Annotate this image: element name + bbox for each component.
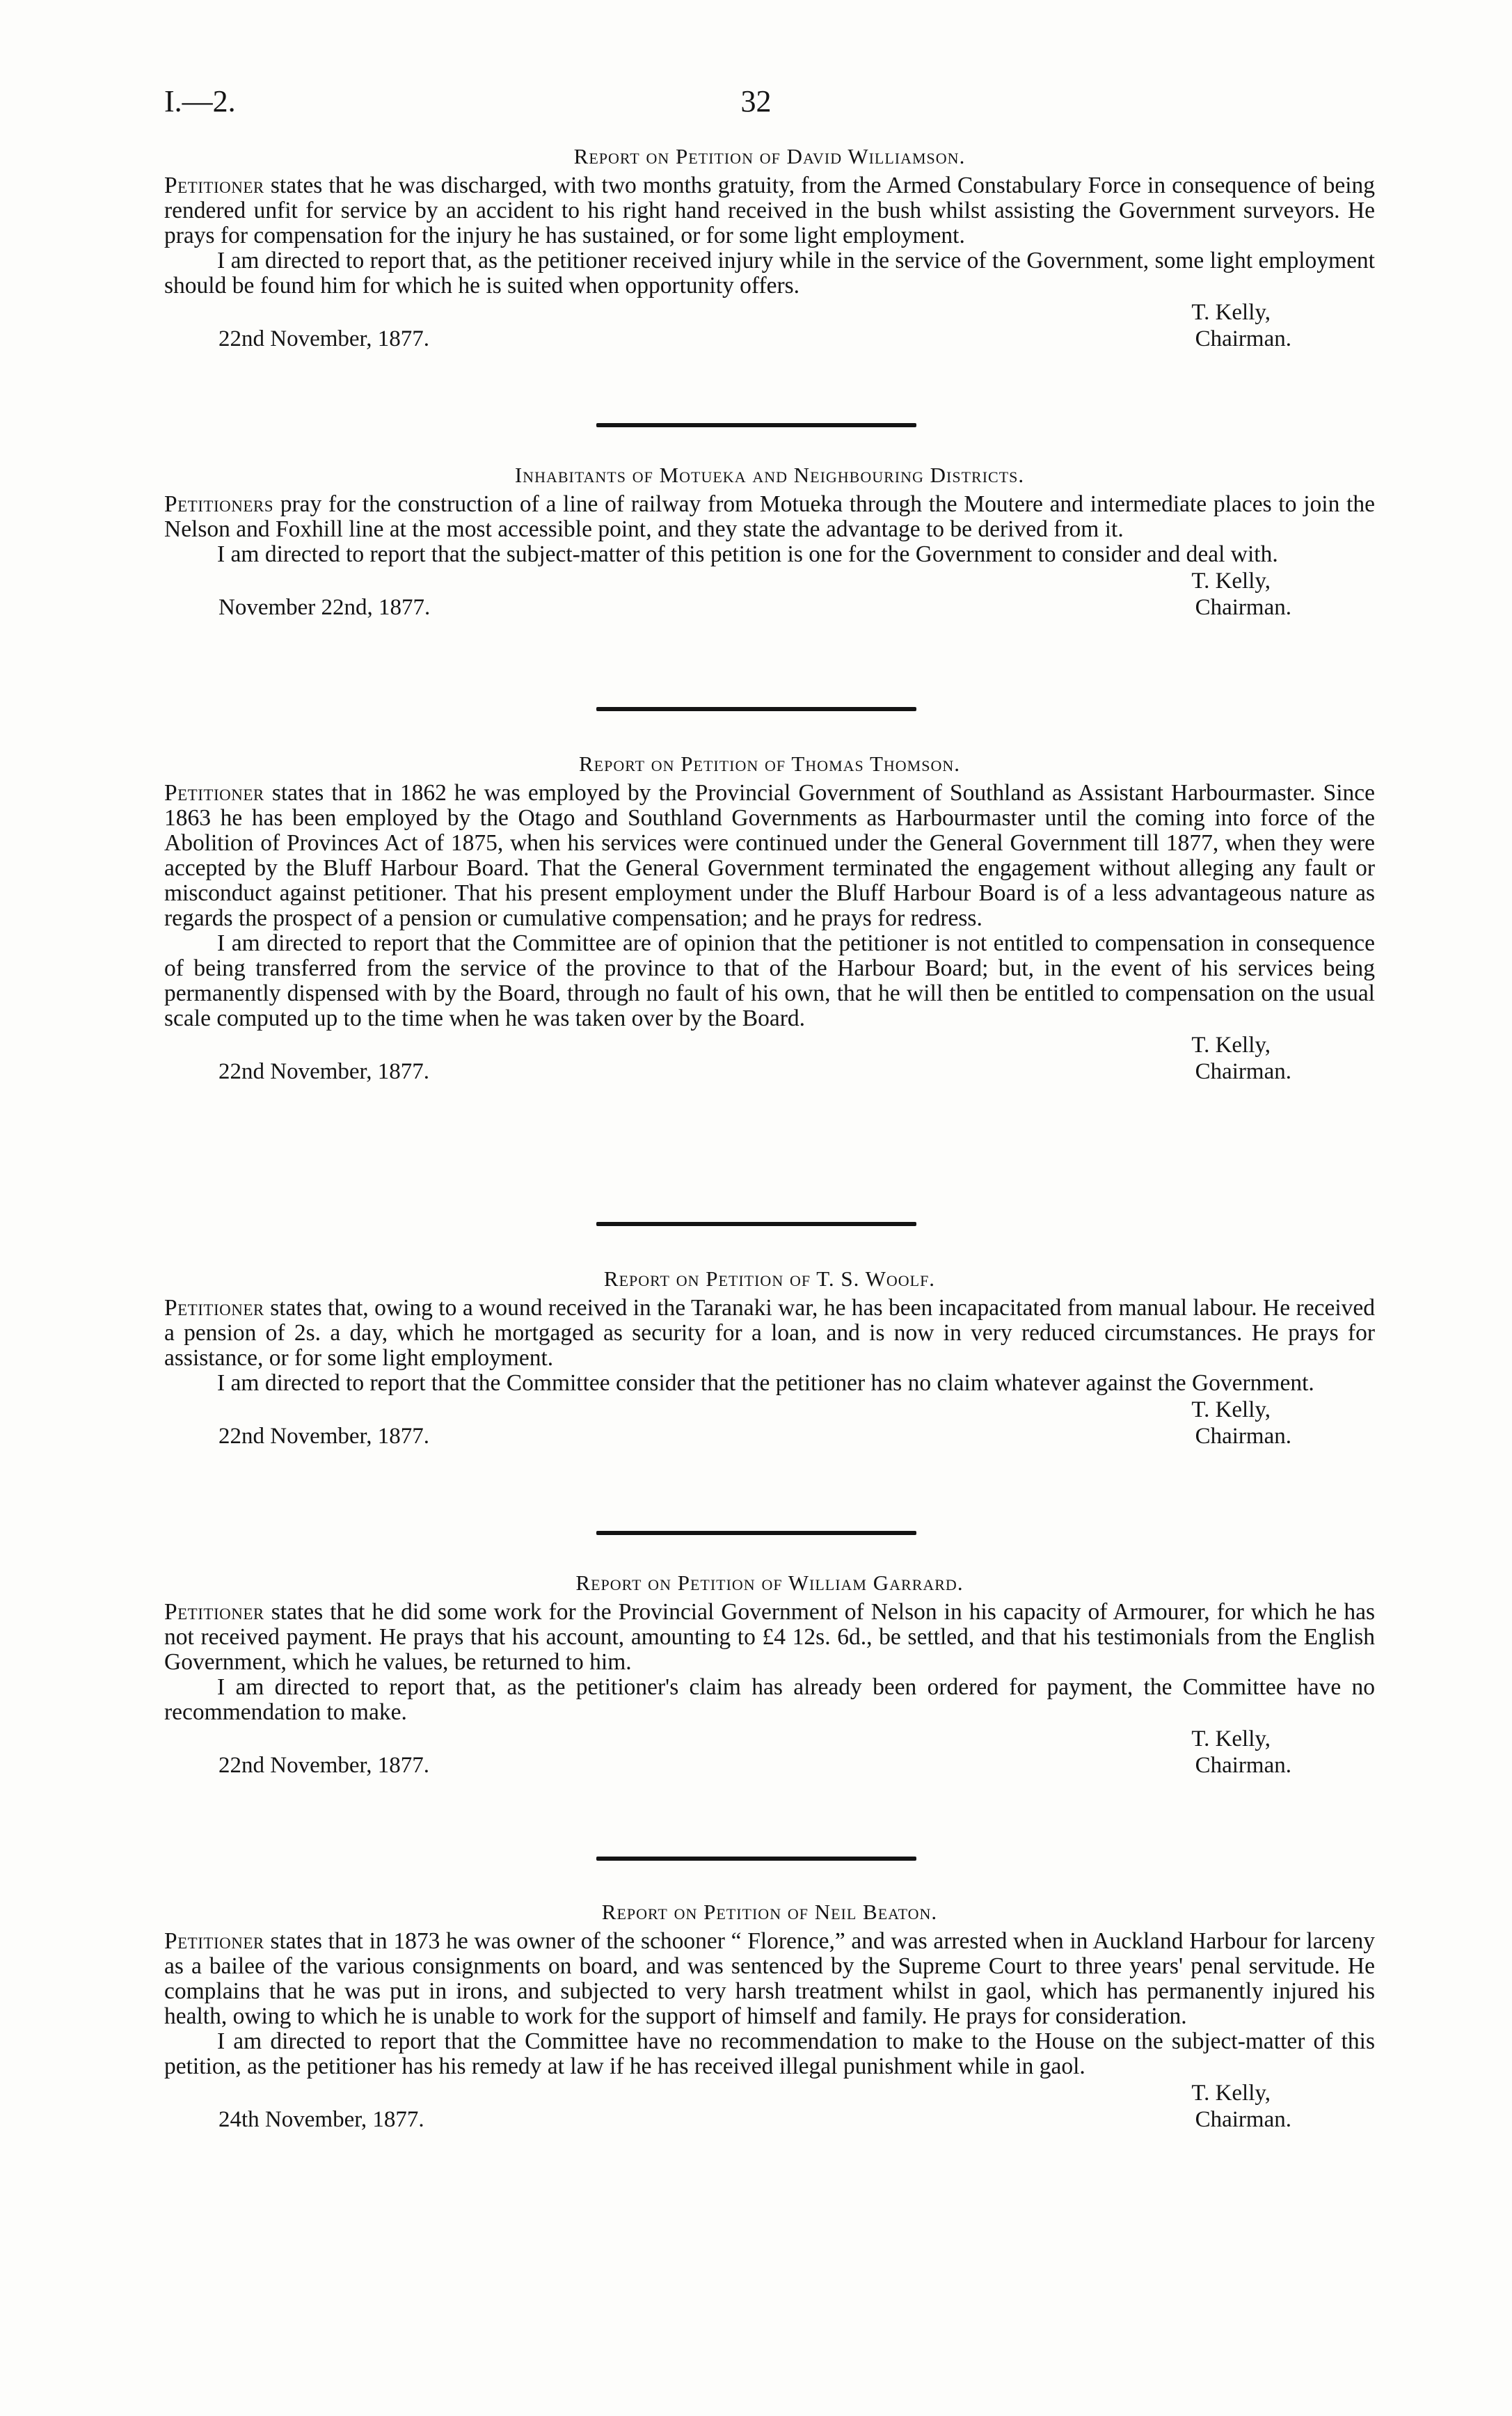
petition-lead: Petitioner <box>164 780 264 806</box>
report-text: I am directed to report that, as the petitioner received injury while in the service of the Government, some light employment should be found him for which he is suited when opportunity offers. <box>164 248 1375 299</box>
signatory-role: Chairman. <box>1195 1059 1291 1084</box>
signatory-name: T. Kelly, <box>1191 1726 1271 1751</box>
signatory-name: T. Kelly, <box>1191 569 1271 594</box>
report-date: 24th November, 1877. <box>218 2107 424 2132</box>
petition-lead: Petitioner <box>164 1295 264 1321</box>
petition-body: states that in 1862 he was employed by the Provincial Government of Southland as Assistant Harbourmaster. Since 1863 he has been employed by the Otago and Southland Governments as Harbourmaster until the coming into force of the Abolition of Provinces Act of 1875, when his services were continued under the General Government till 1877, when they were accepted by the Bluff Harbour Board. That the General Government terminated the engagement without alleging any fault or misconduct against petitioner. That his present employment under the Bluff Harbour Board is of a less advantageous nature as regards the prospect of a pension or cumulative compensation; and he prays for redress. <box>164 780 1376 931</box>
signature-block <box>164 567 1375 623</box>
page-number: 32 <box>740 84 772 118</box>
report-date: 22nd November, 1877. <box>218 326 429 351</box>
signature-block <box>164 299 1375 354</box>
petition-lead: Petitioner <box>164 1599 264 1625</box>
signatory-name: T. Kelly, <box>1191 1033 1271 1058</box>
page-reference: I.—2. <box>164 84 236 118</box>
section-title: Report on Petition of Thomas Thomson. <box>579 752 960 776</box>
report-date: 22nd November, 1877. <box>218 1059 429 1084</box>
page-header <box>164 84 1348 125</box>
petition-section <box>164 461 1375 623</box>
section-divider <box>596 707 916 711</box>
section-title: Report on Petition of David Williamson. <box>573 144 966 168</box>
petition-body: states that in 1873 he was owner of the schooner “ Florence,” and was arrested when in Auckland Harbour for larceny as a bailee of the various consignments on board, and was sentenced by the Supreme Court to three years' penal servitude. He complains that he was put in irons, and subjected to very harsh treatment whilst in gaol, which has permanently injured his health, owing to which he is unable to work for the support of himself and family. He prays for consideration. <box>164 1928 1375 2029</box>
signature-block <box>164 1725 1375 1781</box>
signature-block <box>164 1031 1375 1087</box>
petition-body: states that he did some work for the Provincial Government of Nelson in his capacity of Armourer, for which he has not received payment. He prays that his account, amounting to £4 12s. 6d., be settled, and that his testimonials from the English Government, which he values, be returned to him. <box>164 1599 1375 1675</box>
petition-body: states that he was discharged, with two months gratuity, from the Armed Constabulary Force in consequence of being rendered unfit for service by an accident to his right hand received in the bush whilst assisting the Government surveyors. He prays for compensation for the injury he has sustained, or for some light employment. <box>164 173 1376 248</box>
petition-section <box>164 1569 1375 1781</box>
petition-section <box>164 750 1375 1087</box>
report-text: I am directed to report that, as the petitioner's claim has already been ordered for payment, the Committee have no recommendation to make. <box>164 1674 1375 1725</box>
petition-text <box>164 781 1375 931</box>
section-title: Inhabitants of Motueka and Neighbouring Districts. <box>514 463 1025 487</box>
section-divider <box>596 1531 916 1535</box>
section-title: Report on Petition of Neil Beaton. <box>601 1900 938 1924</box>
report-text: I am directed to report that the Committee consider that the petitioner has no claim whatever against the Government. <box>217 1370 1314 1396</box>
signatory-name: T. Kelly, <box>1191 1397 1271 1422</box>
signatory-role: Chairman. <box>1195 326 1291 351</box>
petition-section <box>164 1898 1375 2135</box>
signatory-role: Chairman. <box>1195 2107 1291 2132</box>
section-divider <box>596 1857 916 1861</box>
petition-section <box>164 143 1375 354</box>
report-text: I am directed to report that the subject-matter of this petition is one for the Government to consider and deal with. <box>217 541 1278 567</box>
petition-text <box>164 173 1375 248</box>
signatory-name: T. Kelly, <box>1191 300 1271 325</box>
report-text: I am directed to report that the Committee are of opinion that the petitioner is not entitled to compensation in consequence of being transferred from the service of the province to that of the Harbour Board; but, in the event of his services being permanently dispensed with by the Board, through no fault of his own, that he will then be entitled to compensation on the usual scale computed up to the time when he was taken over by the Board. <box>164 930 1375 1031</box>
petition-lead: Petitioners <box>164 491 273 517</box>
signature-block <box>164 1396 1375 1452</box>
section-divider <box>596 1222 916 1226</box>
report-text: I am directed to report that the Committee have no recommendation to make to the House on the subject-matter of this petition, as the petitioner has his remedy at law if he has received illegal punishment while in gaol. <box>164 2028 1375 2079</box>
petition-body: pray for the construction of a line of railway from Motueka through the Moutere and intermediate places to join the Nelson and Foxhill line at the most accessible point, and they state the advantage to be derived from it. <box>164 491 1375 542</box>
petition-lead: Petitioner <box>164 1928 264 1954</box>
signatory-name: T. Kelly, <box>1191 2081 1271 2106</box>
petition-lead: Petitioner <box>164 173 264 198</box>
signatory-role: Chairman. <box>1195 1424 1291 1449</box>
section-title: Report on Petition of William Garrard. <box>575 1571 964 1595</box>
petition-text <box>164 1296 1375 1371</box>
petition-text <box>164 492 1375 542</box>
report-date: 22nd November, 1877. <box>218 1753 429 1778</box>
report-date: 22nd November, 1877. <box>218 1424 429 1449</box>
petition-body: states that, owing to a wound received in the Taranaki war, he has been incapacitated from manual labour. He received a pension of 2s. a day, which he mortgaged as security for a loan, and is now in very reduced circumstances. He prays for assistance, or for some light employment. <box>164 1295 1376 1371</box>
report-date: November 22nd, 1877. <box>218 595 431 620</box>
petition-text <box>164 1600 1375 1675</box>
signatory-role: Chairman. <box>1195 595 1291 620</box>
petition-section <box>164 1265 1375 1452</box>
section-divider <box>596 423 916 427</box>
petition-text <box>164 1929 1375 2029</box>
section-title: Report on Petition of T. S. Woolf. <box>603 1266 936 1291</box>
signatory-role: Chairman. <box>1195 1753 1291 1778</box>
signature-block <box>164 2079 1375 2135</box>
